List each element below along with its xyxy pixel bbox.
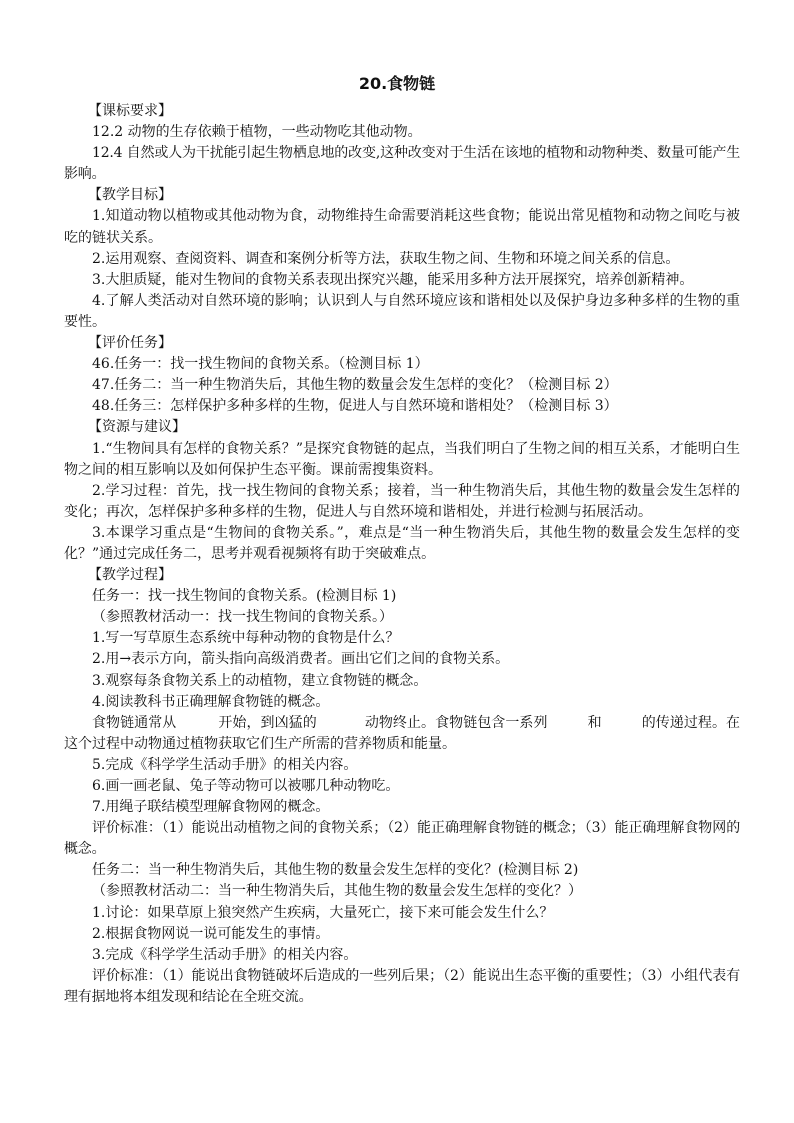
task1-step: 3.观察每条食物关系上的动植物，建立食物链的概念。: [92, 672, 428, 689]
goal-item: 3.大胆质疑，能对生物间的食物关系表现出探究兴趣，能采用多种方法开展探究，培养创新精神。: [92, 271, 694, 288]
fill-text: 动物终止。食物链包含一系列: [364, 714, 548, 731]
task2-step: 2.根据食物网说一说可能发生的事情。: [92, 925, 330, 942]
resource-item: 3.本课学习重点是“生物间的食物关系。”，难点是“当一种生物消失后，其他生物的数量会发生怎样的变化？”通过完成任务二，思考并观看视频将有助于突破难点。: [64, 524, 740, 562]
task1-step: 5.完成《科学学生活动手册》的相关内容。: [92, 756, 358, 773]
task-item: 48.任务三：怎样保护多种多样的生物，促进人与自然环境和谐相处？（检测目标 3）: [92, 398, 618, 415]
standard-item: 12.2 动物的生存依赖于植物，一些动物吃其他动物。: [92, 124, 422, 141]
task1-step: 1.写一写草原生态系统中每种动物的食物是什么？: [92, 630, 400, 647]
task1-reference: （参照教材活动一：找一找生物间的食物关系。）: [92, 609, 393, 626]
task1-criteria: 评价标准：（1）能说出动植物之间的食物关系；（2）能正确理解食物链的概念；（3）能正确理解食物网的概念。: [64, 820, 740, 858]
fill-text: 开始，到凶猛的: [218, 714, 317, 731]
section-heading-goals: 【教学目标】: [88, 187, 172, 204]
section-heading-standards: 【课标要求】: [88, 103, 172, 119]
document-body: [64, 101, 740, 1008]
fill-in-blank-paragraph: [64, 713, 740, 755]
task2-step: 1.讨论：如果草原上狼突然产生疾病，大量死亡，接下来可能会发生什么？: [92, 904, 554, 921]
task-item: 46.任务一：找一找生物间的食物关系。（检测目标 1）: [92, 356, 429, 373]
goal-item: 2.运用观察、查阅资料、调查和案例分析等方法，获取生物之间、生物和环境之间关系的信息。: [92, 250, 680, 267]
fill-text: 和: [587, 714, 602, 731]
section-heading-resources: 【资源与建议】: [88, 419, 186, 436]
document-title: 20.食物链: [358, 74, 436, 93]
task2-criteria: 评价标准：（1）能说出食物链破坏后造成的一些列后果；（2）能说出生态平衡的重要性；（3）小组代表有理有据地将本组发现和结论在全班交流。: [64, 967, 740, 1005]
task1-title: 任务一：找一找生物间的食物关系。(检测目标 1): [92, 588, 397, 605]
task2-reference: （参照教材活动二：当一种生物消失后，其他生物的数量会发生怎样的变化？）: [92, 883, 582, 900]
task2-title: 任务二：当一种生物消失后，其他生物的数量会发生怎样的变化？(检测目标 2): [92, 862, 579, 879]
task1-step: 4.阅读教科书正确理解食物链的概念。: [92, 693, 330, 710]
standard-item: 12.4 自然或人为干扰能引起生物栖息地的改变,这种改变对于生活在该地的植物和动物种类、数量可能产生影响。: [64, 145, 740, 183]
task1-step: 2.用→表示方向，箭头指向高级消费者。画出它们之间的食物关系。: [92, 651, 510, 668]
task-item: 47.任务二：当一种生物消失后，其他生物的数量会发生怎样的变化？（检测目标 2）: [92, 377, 618, 394]
task1-step: 7.用绳子联结模型理解食物网的概念。: [92, 799, 330, 816]
resource-item: 1.“生物间具有怎样的食物关系？”是探究食物链的起点，当我们明白了生物之间的相互关系，才能明白生物之间的相互影响以及如何保护生态平衡。课前需搜集资料。: [64, 440, 740, 478]
section-heading-tasks: 【评价任务】: [88, 335, 172, 352]
goal-item: 1.知道动物以植物或其他动物为食，动物维持生命需要消耗这些食物；能说出常见植物和动物之间吃与被吃的链状关系。: [64, 208, 740, 246]
resource-item: 2.学习过程：首先，找一找生物间的食物关系；接着，当一种生物消失后，其他生物的数量会发生怎样的变化；再次，怎样保护多种多样的生物，促进人与自然环境和谐相处，并进行检测与拓展活动。: [64, 482, 740, 520]
fill-text: 的传递过程。在这个过程中动物通过植物获取它们生产所需的营养物质和能量。: [64, 714, 741, 752]
task2-step: 3.完成《科学学生活动手册》的相关内容。: [92, 946, 358, 963]
fill-text: 食物链通常从: [92, 714, 177, 731]
goal-item: 4.了解人类活动对自然环境的影响；认识到人与自然环境应该和谐相处以及保护身边多种多样的生物的重要性。: [64, 292, 740, 330]
task1-step: 6.画一画老鼠、兔子等动物可以被哪几种动物吃。: [92, 778, 400, 794]
section-heading-process: 【教学过程】: [88, 567, 172, 584]
